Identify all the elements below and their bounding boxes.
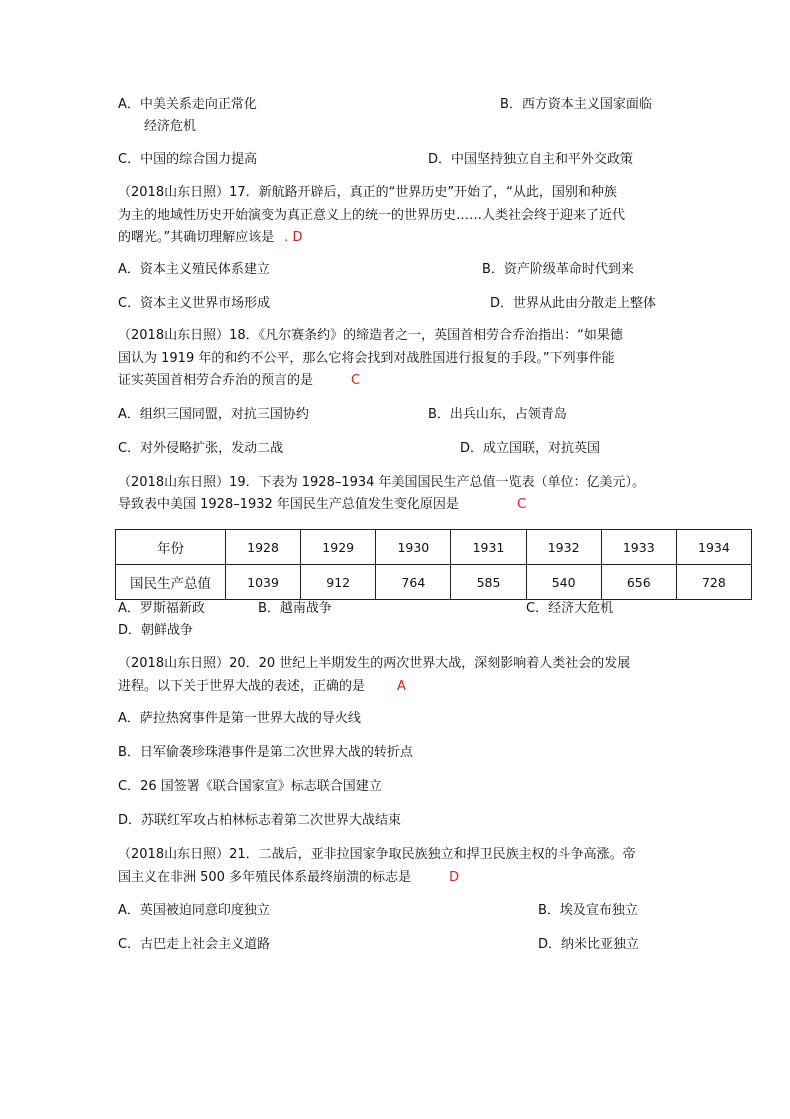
q18-stem-line-3 [118,370,360,392]
q20-stem-line-2 [118,676,406,698]
table-row-years [116,530,752,565]
q21-option-a: A．英国被迫同意印度独立 [118,903,270,918]
table-cell-value: 728 [676,565,751,600]
table-cell-value: 764 [376,565,451,600]
q20-option-c: C．26 国签署《联合国家宣》标志联合国建立 [118,779,382,794]
table-cell-year: 1934 [676,530,751,565]
q21-stem-line-2 [118,867,459,889]
table-cell-year: 1928 [226,530,301,565]
q19-answer: C [516,497,527,512]
q21-option-d: D．纳米比亚独立 [538,937,640,952]
q19-option-b: B．越南战争 [258,601,332,616]
q19-stem-text: 导致表中美国 1928–1932 年国民生产总值发生变化原因是 [118,497,459,512]
table-cell-year: 1933 [601,530,676,565]
table-cell-year: 1931 [451,530,526,565]
q21-stem-text: 国主义在非洲 500 多年殖民体系最终崩溃的标志是 [118,870,412,885]
table-cell-year: 1929 [301,530,376,565]
q16-option-b: B．西方资本主义国家面临 [500,97,652,112]
q17-answer: . D [284,230,303,245]
q17-option-a: A．资本主义殖民体系建立 [118,262,270,277]
q17-option-d: D．世界从此由分散走上整体 [490,296,657,311]
table-cell-value: 1039 [226,565,301,600]
q21-answer: D [449,870,460,885]
table-cell-value: 912 [301,565,376,600]
table-cell-value: 585 [451,565,526,600]
q17-stem-line-3 [118,227,303,249]
q19-option-c: C．经济大危机 [526,601,614,616]
q20-stem-line-1: （2018山东日照）20．20 世纪上半期发生的两次世界大战，深刻影响着人类社会的发展 [118,656,631,671]
q18-option-c: C．对外侵略扩张，发动二战 [118,441,284,456]
table-cell-value: 656 [601,565,676,600]
q17-stem-line-1: （2018山东日照）17．新航路开辟后，真正的“世界历史”开始了，“从此，国别和种族 [118,185,617,200]
q18-stem-text: 证实英国首相劳合乔治的预言的是 [118,373,314,388]
q18-option-d: D．成立国联，对抗英国 [460,441,601,456]
q19-stem-line-1: （2018山东日照）19．下表为 1928–1934 年美国国民生产总值一览表（单位：亿美元）。 [118,475,646,490]
table-header-year: 年份 [116,530,226,565]
q19-stem-line-2 [118,494,526,516]
q20-answer: A [397,679,406,694]
q18-option-a: A．组织三国同盟，对抗三国协约 [118,407,309,422]
q20-option-d: D．苏联红军攻占柏林标志着第二次世界大战结束 [118,813,402,828]
q19-option-a: A．罗斯福新政 [118,601,205,616]
q18-stem-line-1: （2018山东日照）18．《凡尔赛条约》的缔造者之一，英国首相劳合乔治指出：“如果德 [118,328,623,343]
q16-option-c: C．中国的综合国力提高 [118,152,258,167]
table-cell-year: 1930 [376,530,451,565]
q20-option-a: A．萨拉热窝事件是第一世界大战的导火线 [118,711,361,726]
q19-option-d: D．朝鲜战争 [118,623,194,638]
q21-option-c: C．古巴走上社会主义道路 [118,937,271,952]
q17-stem-line-2: 为主的地域性历史开始演变为真正意义上的统一的世界历史……人类社会终于迎来了近代 [118,208,626,223]
gnp-table [115,529,752,600]
q16-option-d: D．中国坚持独立自主和平外交政策 [428,152,634,167]
q16-option-a: A．中美关系走向正常化 [118,97,257,112]
q18-answer: C [351,373,361,388]
table-cell-year: 1932 [526,530,601,565]
q18-stem-line-2: 国认为 1919 年的和约不公平，那么它将会找到对战胜国进行报复的手段。”下列事件能 [118,351,615,366]
table-header-gnp: 国民生产总值 [116,565,226,600]
q16-option-b-continued: 经济危机 [144,119,197,134]
q18-option-b: B．出兵山东，占领青岛 [428,407,567,422]
q20-option-b: B．日军偷袭珍珠港事件是第二次世界大战的转折点 [118,745,413,760]
table-cell-value: 540 [526,565,601,600]
q17-option-c: C．资本主义世界市场形成 [118,296,271,311]
q17-stem-text: 的曙光。”其确切理解应该是 [118,230,275,245]
q20-stem-text: 进程。以下关于世界大战的表述，正确的是 [118,679,366,694]
q21-stem-line-1: （2018山东日照）21．二战后，亚非拉国家争取民族独立和捍卫民族主权的斗争高涨。帝 [118,847,636,862]
q21-option-b: B．埃及宣布独立 [538,903,638,918]
table-row-gnp [116,565,752,600]
q17-option-b: B．资产阶级革命时代到来 [482,262,634,277]
